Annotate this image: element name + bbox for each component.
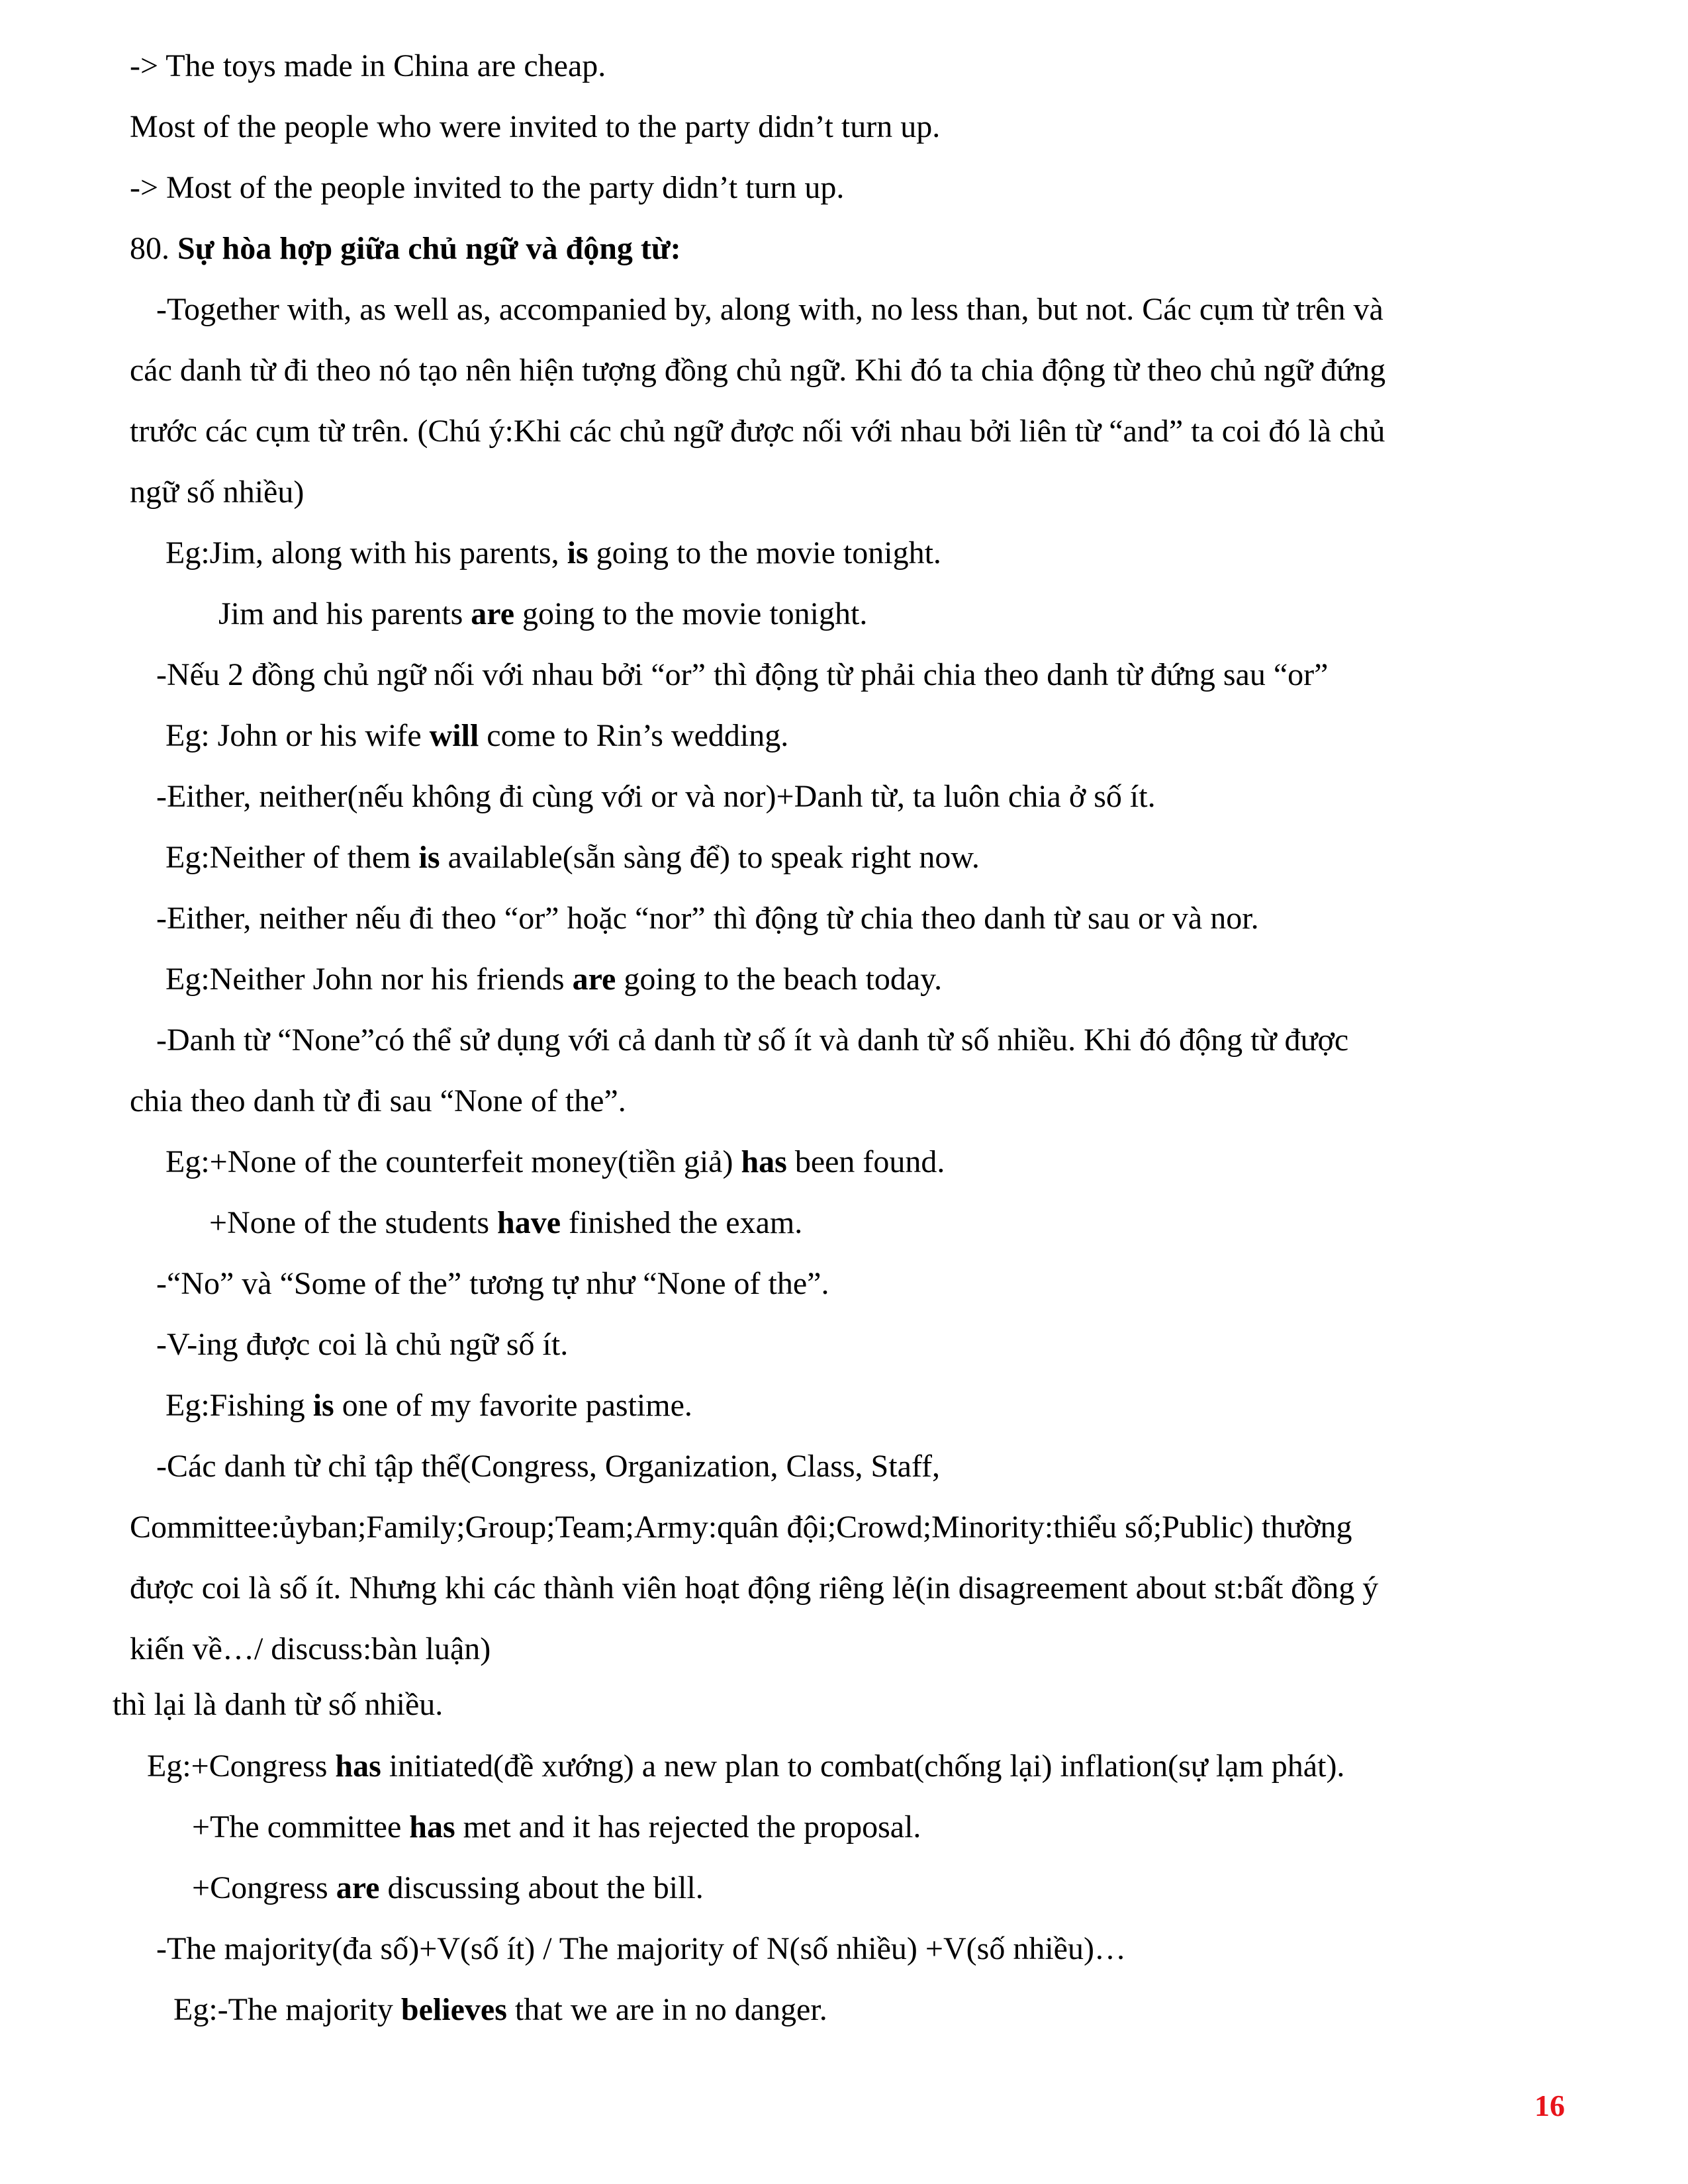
text-run: 80.: [130, 231, 177, 266]
text-line: [173, 1990, 827, 2030]
text-run: -Danh từ “None”có thể sử dụng với cả danh từ số ít và danh từ số nhiều. Khi đó động từ được: [156, 1023, 1349, 1058]
text-line: [156, 899, 1259, 938]
text-line: [156, 1447, 940, 1486]
bold-verb: are: [336, 1870, 380, 1905]
text-run: -V-ing được coi là chủ ngữ số ít.: [156, 1327, 569, 1362]
text-run: được coi là số ít. Nhưng khi các thành viên hoạt động riêng lẻ(in disagreement about st:bất đồng ý: [130, 1570, 1379, 1606]
text-line: [130, 1081, 626, 1121]
text-line: [130, 1569, 1378, 1608]
text-line: [192, 1868, 704, 1908]
text-line: [130, 168, 844, 208]
text-line: [156, 1021, 1348, 1060]
text-run: thì lại là danh từ số nhiều.: [113, 1687, 444, 1722]
text-line: [156, 1325, 568, 1365]
text-run: met and it has rejected the proposal.: [455, 1809, 921, 1844]
text-run: Eg:-The majority: [173, 1992, 401, 2027]
text-line: [165, 1386, 692, 1426]
text-line: [156, 777, 1156, 817]
text-line: [147, 1747, 1344, 1786]
text-line: [130, 351, 1385, 390]
text-line: [130, 1629, 491, 1669]
bold-verb: Sự hòa hợp giữa chủ ngữ và động từ:: [177, 231, 681, 266]
text-run: Eg:Jim, along with his parents,: [165, 535, 567, 570]
text-line: [156, 290, 1383, 330]
text-line: [156, 655, 1328, 695]
text-run: been found.: [786, 1144, 945, 1179]
text-line: [130, 412, 1385, 451]
text-run: -Together with, as well as, accompanied by, along with, no less than, but not. Các cụm từ trên và: [156, 292, 1383, 327]
bold-verb: believes: [400, 1992, 507, 2027]
text-run: Most of the people who were invited to the party didn’t turn up.: [130, 109, 941, 144]
text-run: ngữ số nhiều): [130, 475, 305, 510]
text-run: Eg:Fishing: [165, 1388, 313, 1423]
bold-verb: will: [429, 718, 479, 753]
text-line: [130, 1508, 1352, 1547]
text-run: Eg: John or his wife: [165, 718, 430, 753]
text-run: Eg:+None of the counterfeit money(tiền giả): [165, 1144, 741, 1179]
bold-verb: is: [418, 840, 440, 875]
text-run: discussing about the bill.: [379, 1870, 704, 1905]
text-run: chia theo danh từ đi sau “None of the”.: [130, 1083, 626, 1118]
text-line: [165, 838, 980, 878]
bold-verb: has: [409, 1809, 455, 1844]
text-run: that we are in no danger.: [506, 1992, 827, 2027]
page-number: 16: [1534, 2089, 1565, 2122]
text-run: -Các danh từ chỉ tập thể(Congress, Organization, Class, Staff,: [156, 1449, 940, 1484]
text-run: +The committee: [192, 1809, 410, 1844]
text-run: -Either, neither nếu đi theo “or” hoặc “nor” thì động từ chia theo danh từ sau or và nor.: [156, 901, 1259, 936]
text-run: +Congress: [192, 1870, 336, 1905]
text-run: -“No” và “Some of the” tương tự như “None of the”.: [156, 1266, 829, 1301]
text-line: [209, 1203, 802, 1243]
text-run: one of my favorite pastime.: [334, 1388, 692, 1423]
bold-verb: has: [741, 1144, 787, 1179]
text-run: +None of the students: [209, 1205, 497, 1240]
text-line: [192, 1807, 921, 1847]
text-run: các danh từ đi theo nó tạo nên hiện tượng đồng chủ ngữ. Khi đó ta chia động từ theo chủ ngữ đứng: [130, 353, 1386, 388]
text-line: [130, 107, 940, 147]
text-run: trước các cụm từ trên. (Chú ý:Khi các chủ ngữ được nối với nhau bởi liên từ “and” ta coi đó là chủ: [130, 414, 1385, 449]
text-line: [130, 473, 304, 512]
text-line: [165, 533, 941, 573]
text-run: -> The toys made in China are cheap.: [130, 48, 606, 83]
text-line: [218, 594, 867, 634]
text-line: [113, 1685, 443, 1725]
bold-verb: is: [312, 1388, 334, 1423]
bold-verb: has: [335, 1749, 381, 1784]
text-run: -> Most of the people invited to the party didn’t turn up.: [130, 170, 845, 205]
text-line: [165, 960, 942, 999]
text-run: Eg:+Congress: [147, 1749, 336, 1784]
text-run: Committee:ủyban;Family;Group;Team;Army:quân đội;Crowd;Minority:thiểu số;Public) thường: [130, 1510, 1352, 1545]
text-line: [130, 229, 681, 269]
text-line: [156, 1264, 829, 1304]
bold-verb: are: [471, 596, 515, 631]
bold-verb: have: [497, 1205, 561, 1240]
text-run: kiến về…/ discuss:bàn luận): [130, 1631, 491, 1666]
text-line: [156, 1929, 1126, 1969]
text-line: [165, 1142, 945, 1182]
text-line: [165, 716, 788, 756]
text-run: available(sẵn sàng để) to speak right now.: [440, 840, 980, 875]
text-run: come to Rin’s wedding.: [479, 718, 789, 753]
text-run: going to the movie tonight.: [588, 535, 941, 570]
text-run: -The majority(đa số)+V(số ít) / The majority of N(số nhiều) +V(số nhiều)…: [156, 1931, 1126, 1966]
text-run: Eg:Neither John nor his friends: [165, 962, 573, 997]
text-line: [130, 46, 606, 86]
text-run: -Either, neither(nếu không đi cùng với or và nor)+Danh từ, ta luôn chia ở số ít.: [156, 779, 1156, 814]
text-run: going to the movie tonight.: [514, 596, 868, 631]
text-run: Eg:Neither of them: [165, 840, 419, 875]
text-run: Jim and his parents: [218, 596, 471, 631]
bold-verb: are: [572, 962, 616, 997]
bold-verb: is: [567, 535, 588, 570]
text-run: going to the beach today.: [616, 962, 943, 997]
text-run: finished the exam.: [561, 1205, 803, 1240]
text-run: initiated(đề xướng) a new plan to combat(chống lại) inflation(sự lạm phát).: [381, 1749, 1345, 1784]
text-run: -Nếu 2 đồng chủ ngữ nối với nhau bởi “or” thì động từ phải chia theo danh từ đứng sau “or”: [156, 657, 1329, 692]
